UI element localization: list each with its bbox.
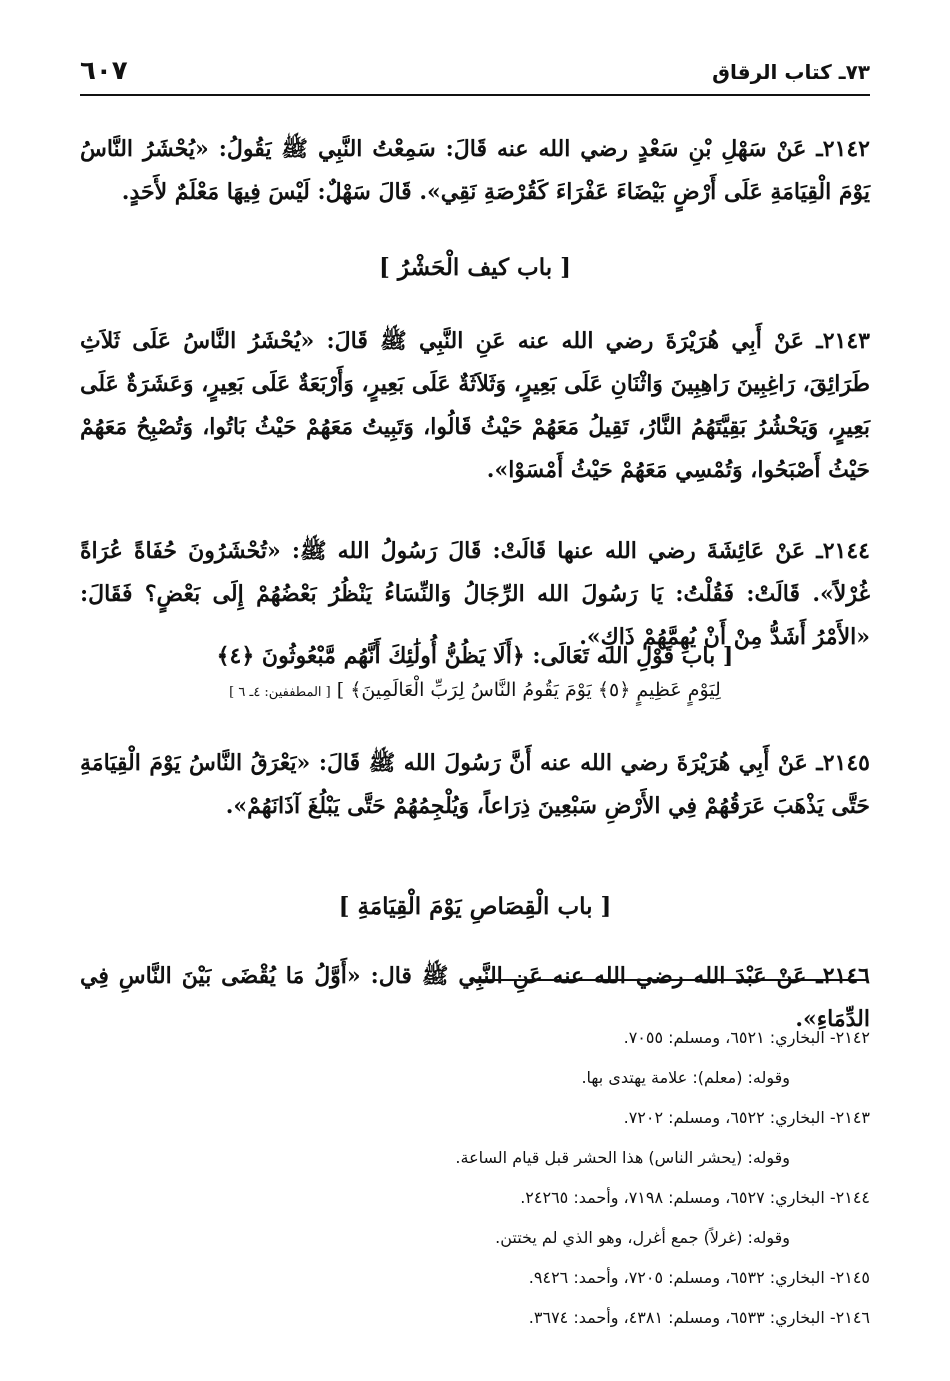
running-header <box>80 56 870 90</box>
chapter-title-verse <box>80 643 870 701</box>
footnote-2144: ٢١٤٤- البخاري: ٦٥٢٧، ومسلم: ٧١٩٨، وأحمد: ٢٤٢٦٥. <box>520 1188 870 1207</box>
chapter-heading: ٧٣ـ كتاب الرقاق <box>712 60 870 84</box>
verse-line-2 <box>80 679 870 701</box>
footnote-2146: ٢١٤٦- البخاري: ٦٥٣٣، ومسلم: ٤٣٨١، وأحمد: ٣٦٧٤. <box>528 1308 870 1327</box>
hadith-2145: ٢١٤٥ـ عَنْ أَبِي هُرَيْرَةَ رضي الله عنه أَنَّ رَسُولَ الله ﷺ قَالَ: «يَعْرَقُ النَّاسُ يَوْمَ الْقِيَامَةِ حَتَّى يَذْهَبَ عَرَقُهُمْ فِي الأَرْضِ سَبْعِينَ ذِرَاعاً، وَيُلْجِمُهُمْ حَتَّى يَبْلُغَ آذَانَهُمْ». <box>80 750 870 819</box>
hadith-2144: ٢١٤٤ـ عَنْ عَائِشَةَ رضي الله عنها قَالَتْ: قَالَ رَسُولُ الله ﷺ: «تُحْشَرُونَ حُفَاةً عُرَاةً غُرْلاً». قَالَتْ: فَقُلْتُ: يَا رَسُولَ الله الرِّجَالُ وَالنِّسَاءُ يَنْظُرُ بَعْضُهُمْ إِلَى بَعْضٍ؟ فَقَالَ: «الأَمْرُ أَشَدُّ مِنْ أَنْ يُهِمَّهُمْ ذَاكِ». <box>80 538 870 650</box>
verse-reference: [ المطففين: ٤ـ ٦ ] <box>229 685 331 700</box>
footnotes <box>80 1018 870 1338</box>
verse-line-2-text: لِيَوْمٍ عَظِيمٍ ﴿٥﴾ يَوْمَ يَقُومُ النَّاسُ لِرَبِّ الْعَالَمِينَ﴾ ] <box>336 679 721 701</box>
footnote-2143: ٢١٤٣- البخاري: ٦٥٢٢، ومسلم: ٧٢٠٢. <box>623 1108 870 1127</box>
hadith-2143: ٢١٤٣ـ عَنْ أَبِي هُرَيْرَةَ رضي الله عنه عَنِ النَّبِي ﷺ قَالَ: «يُحْشَرُ النَّاسُ عَلَى ثَلاَثِ طَرَائِقَ، رَاغِبِينَ رَاهِبِينَ وَاثْنَانِ عَلَى بَعِيرٍ، وَثَلاَثَةٌ عَلَى بَعِيرٍ، وَأَرْبَعَةٌ عَلَى بَعِيرٍ، وَعَشَرَةٌ عَلَى بَعِيرٍ، وَيَحْشُرُ بَقِيَّتَهُمُ النَّارُ، تَقِيلُ مَعَهُمْ حَيْثُ قَالُوا، وَتَبِيتُ مَعَهُمْ حَيْثُ بَاتُوا، وَتُصْبِحُ مَعَهُمْ حَيْثُ أَصْبَحُوا، وَتُمْسِي مَعَهُمْ حَيْثُ أَمْسَوْا». <box>80 328 870 483</box>
header-divider <box>80 94 870 96</box>
footnote-2142-note: وقوله: (معلم): علامة يهتدى بها. <box>581 1068 790 1087</box>
page-number: ٦٠٧ <box>80 56 128 86</box>
footnote-2144-note: وقوله: (غرلاً) جمع أغرل، وهو الذي لم يختتن. <box>495 1228 790 1247</box>
footnote-2145: ٢١٤٥- البخاري: ٦٥٣٢، ومسلم: ٧٢٠٥، وأحمد: ٩٤٢٦. <box>528 1268 870 1287</box>
verse-line-1: [ باب قَوْلِ الله تَعَالَى: ﴿أَلَا يَظُنُّ أُولَٰئِكَ أَنَّهُم مَّبْعُوثُونَ ﴿٤﴾ <box>216 643 734 669</box>
footnote-divider <box>470 979 868 981</box>
footnote-2143-note: وقوله: (يحشر الناس) هذا الحشر قبل قيام الساعة. <box>455 1148 790 1167</box>
hadith-2146: ٢١٤٦ـ عَنْ عَبْدَ الله رضي الله عنه عَنِ النَّبِي ﷺ قال: «أَوَّلُ مَا يُقْضَى بَيْنَ النَّاسِ فِي الدِّمَاءِ». <box>80 963 870 1032</box>
hadith-2142: ٢١٤٢ـ عَنْ سَهْلِ بْنِ سَعْدٍ رضي الله عنه قَالَ: سَمِعْتُ النَّبِي ﷺ يَقُولُ: «يُحْشَرُ النَّاسُ يَوْمَ الْقِيَامَةِ عَلَى أَرْضٍ بَيْضَاءَ عَفْرَاءَ كَقُرْصَةِ نَقِي». قَالَ سَهْلٌ: لَيْسَ فِيهَا مَعْلَمٌ لأَحَدٍ. <box>80 136 870 205</box>
footnote-2142: ٢١٤٢- البخاري: ٦٥٢١، ومسلم: ٧٠٥٥. <box>623 1028 870 1047</box>
chapter-title-retribution: [ باب الْقِصَاصِ يَوْمَ الْقِيَامَةِ ] <box>338 893 612 920</box>
chapter-title-gathering: [ باب كيف الْحَشْرُ ] <box>378 254 571 281</box>
